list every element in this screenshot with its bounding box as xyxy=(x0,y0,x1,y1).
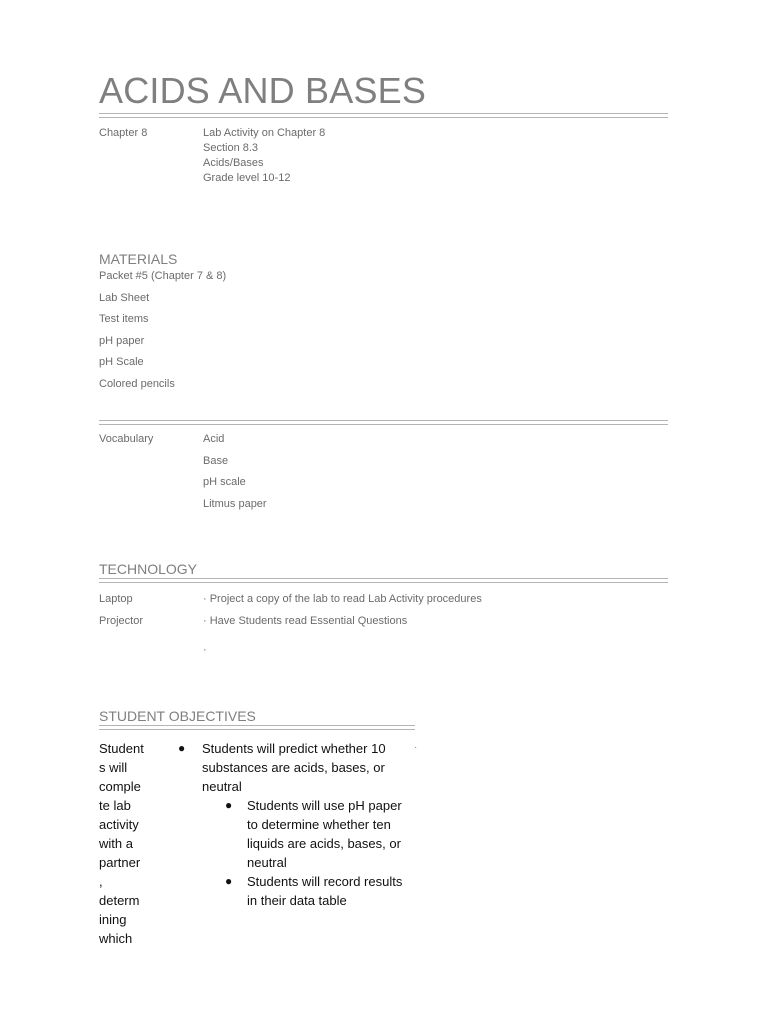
objective-main-item xyxy=(178,739,418,796)
objectives-summary-line: te lab xyxy=(99,798,131,813)
objectives-summary-line: s will xyxy=(99,760,128,775)
materials-item: Packet #5 (Chapter 7 & 8) xyxy=(99,270,227,282)
objectives-summary-line: , xyxy=(99,874,103,889)
objectives-rule xyxy=(99,725,415,726)
objective-sub-item xyxy=(178,796,418,872)
vocabulary-rule xyxy=(99,420,668,421)
materials-list xyxy=(99,266,226,395)
objective-sub-line: liquids are acids, bases, or xyxy=(247,836,401,851)
objective-sub-line: neutral xyxy=(247,855,287,870)
objectives-summary-line: Student xyxy=(99,741,144,756)
vocabulary-item: Litmus paper xyxy=(203,497,267,510)
vocabulary-item: pH scale xyxy=(203,476,246,488)
objectives-summary-line: ining xyxy=(99,912,127,927)
header-detail-line: Lab Activity on Chapter 8 xyxy=(203,127,326,139)
materials-item: Colored pencils xyxy=(99,377,175,390)
technology-labels xyxy=(99,589,143,632)
objective-main-line: neutral xyxy=(202,779,242,794)
objectives-summary-line: determ xyxy=(99,893,140,908)
stray-mark: · xyxy=(414,742,418,753)
objective-main-line: substances are acids, bases, or xyxy=(202,760,385,775)
objectives-summary-line: activity xyxy=(99,817,139,832)
page-title: ACIDS AND BASES xyxy=(99,70,427,111)
title-rule xyxy=(99,113,668,114)
materials-item: pH paper xyxy=(99,334,145,347)
chapter-label: Chapter 8 xyxy=(99,127,148,139)
vocabulary-list xyxy=(203,429,267,515)
objective-sub-line: Students will use pH paper xyxy=(247,798,402,813)
bullet-icon: ● xyxy=(225,874,233,888)
technology-label: Projector xyxy=(99,614,144,627)
objectives-summary-line: with a xyxy=(99,836,133,851)
objective-sub-line: Students will record results xyxy=(247,874,403,889)
objectives-heading: STUDENT OBJECTIVES xyxy=(99,708,256,724)
objective-sub-item xyxy=(178,872,418,910)
objectives-summary-line: which xyxy=(99,931,133,946)
vocabulary-label: Vocabulary xyxy=(99,433,154,445)
vocabulary-item: Base xyxy=(203,454,229,467)
header-detail-line: Section 8.3 xyxy=(203,142,259,154)
materials-item: Test items xyxy=(99,313,149,325)
objective-sub-line: to determine whether ten xyxy=(247,817,391,832)
technology-rule xyxy=(99,578,668,579)
technology-label: Laptop xyxy=(99,593,133,605)
materials-heading: MATERIALS xyxy=(99,251,178,267)
technology-notes xyxy=(203,589,482,632)
objectives-summary-line: partner xyxy=(99,855,141,870)
materials-item: pH Scale xyxy=(99,356,144,368)
objectives-summary-line: comple xyxy=(99,779,141,794)
objectives-list xyxy=(178,739,418,910)
technology-note: · Have Students read Essential Questions xyxy=(203,614,408,627)
materials-item: Lab Sheet xyxy=(99,291,150,304)
vocabulary-label-wrap xyxy=(99,429,153,451)
header-detail-line: Acids/Bases xyxy=(203,157,264,169)
bullet-icon: ● xyxy=(225,798,233,812)
technology-note: · Project a copy of the lab to read Lab Activity procedures xyxy=(203,593,482,605)
header-detail-line: Grade level 10-12 xyxy=(203,172,291,184)
objectives-summary xyxy=(99,739,151,948)
objective-main-line: Students will predict whether 10 xyxy=(202,741,386,756)
technology-trailing-mark: · xyxy=(203,644,207,656)
bullet-icon: ● xyxy=(178,741,186,755)
header-details xyxy=(203,126,325,186)
vocabulary-item: Acid xyxy=(203,433,225,445)
technology-heading: TECHNOLOGY xyxy=(99,561,198,577)
objective-sub-line: in their data table xyxy=(247,893,347,908)
